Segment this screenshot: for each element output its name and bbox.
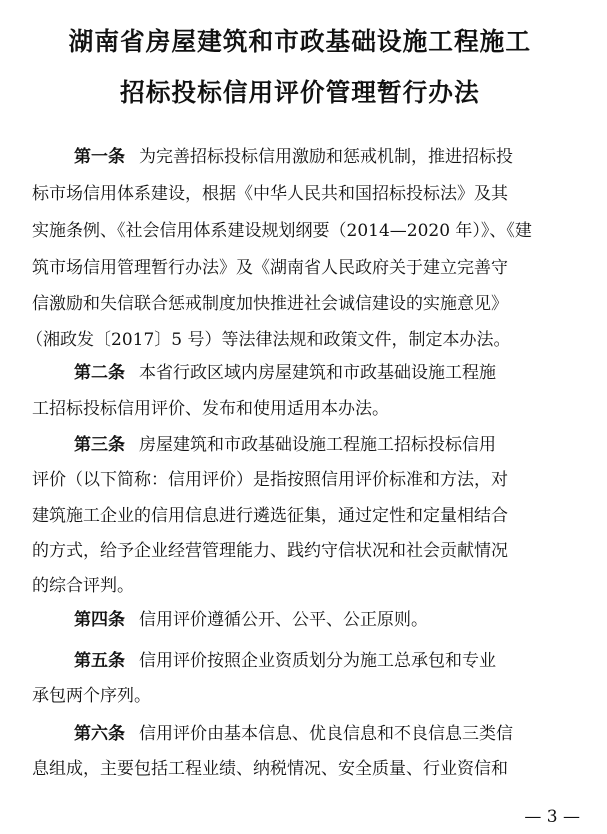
article-1-line-1 — [74, 146, 513, 168]
article-2-line-2: 工招标投标信用评价、发布和使用适用本办法。 — [32, 399, 389, 419]
document-title-line-1: 湖南省房屋建筑和市政基础设施工程施工 — [68, 27, 532, 56]
article-1-line-3: 实施条例、《社会信用体系建设规划纲要（2014—2020 年）》、《建 — [32, 221, 532, 241]
page-number: — 3 — — [524, 807, 580, 827]
article-5-heading: 第五条 — [74, 651, 125, 671]
article-1-heading: 第一条 — [74, 147, 125, 167]
article-6-text: 信用评价由基本信息、优良信息和不良信息三类信 — [139, 724, 513, 744]
article-5-text: 信用评价按照企业资质划分为施工总承包和专业 — [139, 651, 496, 671]
article-2-line-1 — [74, 362, 496, 384]
article-3-heading: 第三条 — [74, 435, 125, 455]
article-1-line-2: 标市场信用体系建设，根据《中华人民共和国招标投标法》及其 — [32, 184, 508, 204]
article-4-heading: 第四条 — [74, 610, 125, 630]
article-6-line-2: 息组成，主要包括工程业绩、纳税情况、安全质量、行业资信和 — [32, 759, 508, 779]
article-6-heading: 第六条 — [74, 724, 125, 744]
article-3-line-3: 建筑施工企业的信用信息进行遴选征集，通过定性和定量相结合 — [32, 506, 508, 526]
document-title-line-2: 招标投标信用评价管理暂行办法 — [120, 78, 480, 107]
article-4-text: 信用评价遵循公开、公平、公正原则。 — [139, 610, 428, 630]
article-1-line-4: 筑市场信用管理暂行办法》及《湖南省人民政府关于建立完善守 — [32, 258, 508, 278]
article-3-line-4: 的方式，给予企业经营管理能力、践约守信状况和社会贡献情况 — [32, 541, 508, 561]
article-6-line-1 — [74, 723, 513, 745]
article-2-heading: 第二条 — [74, 363, 125, 383]
article-5-line-1 — [74, 650, 496, 672]
article-1-line-5: 信激励和失信联合惩戒制度加快推进社会诚信建设的实施意见》 — [32, 294, 508, 314]
article-3-line-2: 评价（以下简称：信用评价）是指按照信用评价标准和方法，对 — [32, 470, 508, 490]
article-3-text: 房屋建筑和市政基础设施工程施工招标投标信用 — [139, 435, 496, 455]
article-5-line-2: 承包两个序列。 — [32, 686, 151, 706]
article-2-text: 本省行政区域内房屋建筑和市政基础设施工程施 — [139, 363, 496, 383]
article-1-line-6: （湘政发〔2017〕5 号）等法律法规和政策文件，制定本办法。 — [26, 330, 511, 350]
article-3-line-1 — [74, 434, 496, 456]
article-4-line-1 — [74, 609, 428, 631]
article-1-text: 为完善招标投标信用激励和惩戒机制，推进招标投 — [139, 147, 513, 167]
article-3-line-5: 的综合评判。 — [32, 576, 134, 596]
